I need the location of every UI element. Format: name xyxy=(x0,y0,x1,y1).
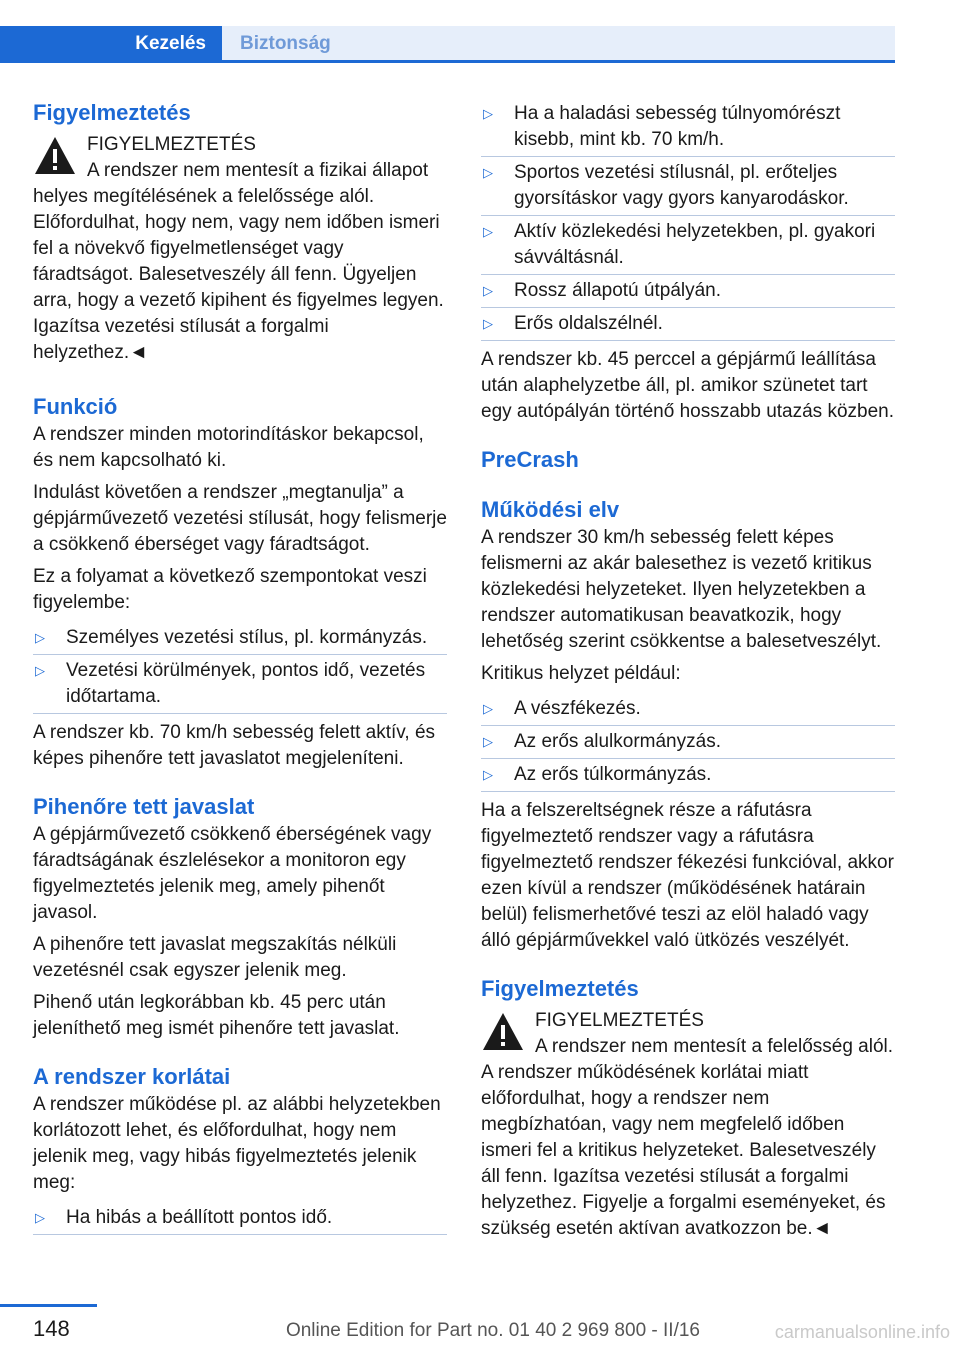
list-item: ▷ Erős oldalszélnél. xyxy=(481,308,895,341)
triangle-right-icon: ▷ xyxy=(35,630,45,645)
heading-system-limits: A rendszer korlátai xyxy=(33,1064,231,1089)
paragraph: Pihenő után legkorábban kb. 45 perc után jeleníthető meg ismét pihenőre tett javaslat. xyxy=(33,992,400,1039)
list-item: ▷ Személyes vezetési stílus, pl. kormányzás. xyxy=(33,622,447,655)
list-item: ▷ Sportos vezetési stílusnál, pl. erőteljes gyorsításkor vagy gyors kanyarodáskor. xyxy=(481,157,895,216)
triangle-right-icon: ▷ xyxy=(483,224,493,239)
footer-divider xyxy=(0,1304,97,1307)
list-item: ▷ Az erős túlkormányzás. xyxy=(481,759,895,792)
warning-text: A rendszer nem mentesít a felelősség alól. A rendszer működésének korlátai miatt előfordulhat, hogy a rendszer nem megbízhatóan, vagy nem megfelelő időben ismeri fel a kritikus helyzeteket. Balesetveszély áll fenn. Igazítsa vezetési stílusát a forgalmi helyzethez. Figyelje a forgalmi eseményeket, és szükség esetén aktívan avatkozzon be.◄ xyxy=(481,1036,894,1239)
warning-title: FIGYELMEZTETÉS xyxy=(87,134,256,155)
list-item: ▷ Vezetési körülmények, pontos idő, vezetés időtartama. xyxy=(33,655,447,714)
paragraph: A gépjárművezető csökkenő éberségének vagy fáradtságának észlelésekor a monitoron egy figyelmeztetés jelenik meg, amely pihenőt javasol. xyxy=(33,824,432,923)
paragraph: A rendszer kb. 45 perccel a gépjármű leállítása után alaphelyzetbe áll, pl. amikor szünetet tart egy autópályán történő hosszabb utazás közben. xyxy=(481,349,895,422)
heading-warning: Figyelmeztetés xyxy=(33,100,191,125)
bullet-list xyxy=(481,98,895,341)
tab-biztonsag[interactable]: Biztonság xyxy=(222,26,895,62)
tab-kezeles[interactable]: Kezelés xyxy=(0,26,222,62)
triangle-right-icon: ▷ xyxy=(483,701,493,716)
paragraph: A rendszer működése pl. az alábbi helyzetekben korlátozott lehet, és előfordulhat, hogy nem jelenik meg, vagy hibás figyelmeztetés jelenik meg: xyxy=(33,1094,441,1193)
triangle-right-icon: ▷ xyxy=(483,165,493,180)
warning-title: FIGYELMEZTETÉS xyxy=(535,1010,704,1031)
paragraph: A rendszer 30 km/h sebesség felett képes felismerni az akár balesethez is vezető kritikus közlekedési helyzeteket. Ilyen helyzetekben a rendszer automatikusan beavatkozik, hogy lehetőség szerint csökkentse a balesetveszélyt. xyxy=(481,527,882,652)
right-column xyxy=(481,98,895,1248)
paragraph: Ez a folyamat a következő szempontokat veszi figyelembe: xyxy=(33,566,427,613)
paragraph: Indulást követően a rendszer „megtanulja” a gépjárművezető vezetési stílusát, hogy felismerje a csökkenő éberséget vagy fáradtságot. xyxy=(33,482,447,555)
header-tabs xyxy=(0,26,895,62)
triangle-right-icon: ▷ xyxy=(483,734,493,749)
paragraph: A rendszer minden motorindításkor bekapcsol, és nem kapcsolható ki. xyxy=(33,424,424,471)
triangle-right-icon: ▷ xyxy=(483,316,493,331)
triangle-right-icon: ▷ xyxy=(483,767,493,782)
paragraph: Kritikus helyzet például: xyxy=(481,663,681,684)
list-item: ▷ Rossz állapotú útpályán. xyxy=(481,275,895,308)
warning-triangle-icon xyxy=(33,134,77,178)
heading-precrash: PreCrash xyxy=(481,447,579,472)
paragraph: Ha a felszereltségnek része a ráfutásra figyelmeztető rendszer vagy a ráfutásra figyelmeztető rendszer fékezési funkcióval, akkor ezen kívül a rendszer (működésének határain belül) felismerhetővé teszi az elöl haladó vagy álló gépjárművekkel való ütközés veszélyét. xyxy=(481,800,894,951)
watermark: carmanualsonline.info xyxy=(774,1322,950,1342)
list-item: ▷ Az erős alulkormányzás. xyxy=(481,726,895,759)
warning-text: A rendszer nem mentesít a fizikai állapot helyes megítélésének a felelőssége alól. Előfordulhat, hogy nem, vagy nem időben ismeri fel a növekvő figyelmetlenséget vagy fáradtságot. Balesetveszély áll fenn. Ügyeljen arra, hogy a vezető kipihent és figyelmes legyen. Igazítsa vezetési stílusát a forgalmi helyzethez.◄ xyxy=(33,160,444,363)
list-item: ▷ A vészfékezés. xyxy=(481,693,895,726)
triangle-right-icon: ▷ xyxy=(483,283,493,298)
header-divider xyxy=(0,60,895,63)
triangle-right-icon: ▷ xyxy=(483,106,493,121)
page-number: 148 xyxy=(33,1316,70,1341)
edition-text: Online Edition for Part no. 01 40 2 969 800 - II/16 xyxy=(285,1320,700,1341)
heading-rest-suggestion: Pihenőre tett javaslat xyxy=(33,794,255,819)
warning-box xyxy=(33,132,447,366)
triangle-right-icon: ▷ xyxy=(35,663,45,678)
bullet-list xyxy=(33,622,447,714)
list-item: ▷ Ha hibás a beállított pontos idő. xyxy=(33,1202,447,1235)
triangle-right-icon: ▷ xyxy=(35,1210,45,1225)
paragraph: A rendszer kb. 70 km/h sebesség felett aktív, és képes pihenőre tett javaslatot megjeleníteni. xyxy=(33,722,436,769)
heading-warning: Figyelmeztetés xyxy=(481,976,639,1001)
warning-triangle-icon xyxy=(481,1010,525,1054)
list-item: ▷ Aktív közlekedési helyzetekben, pl. gyakori sávváltásnál. xyxy=(481,216,895,275)
heading-operation-principle: Működési elv xyxy=(481,497,620,522)
list-item: ▷ Ha a haladási sebesség túlnyomórészt kisebb, mint kb. 70 km/h. xyxy=(481,98,895,157)
paragraph: A pihenőre tett javaslat megszakítás nélküli vezetésnél csak egyszer jelenik meg. xyxy=(33,934,397,981)
bullet-list xyxy=(33,1202,447,1235)
warning-box xyxy=(481,1008,895,1242)
left-column xyxy=(33,98,447,1241)
bullet-list xyxy=(481,693,895,792)
heading-function: Funkció xyxy=(33,394,118,419)
